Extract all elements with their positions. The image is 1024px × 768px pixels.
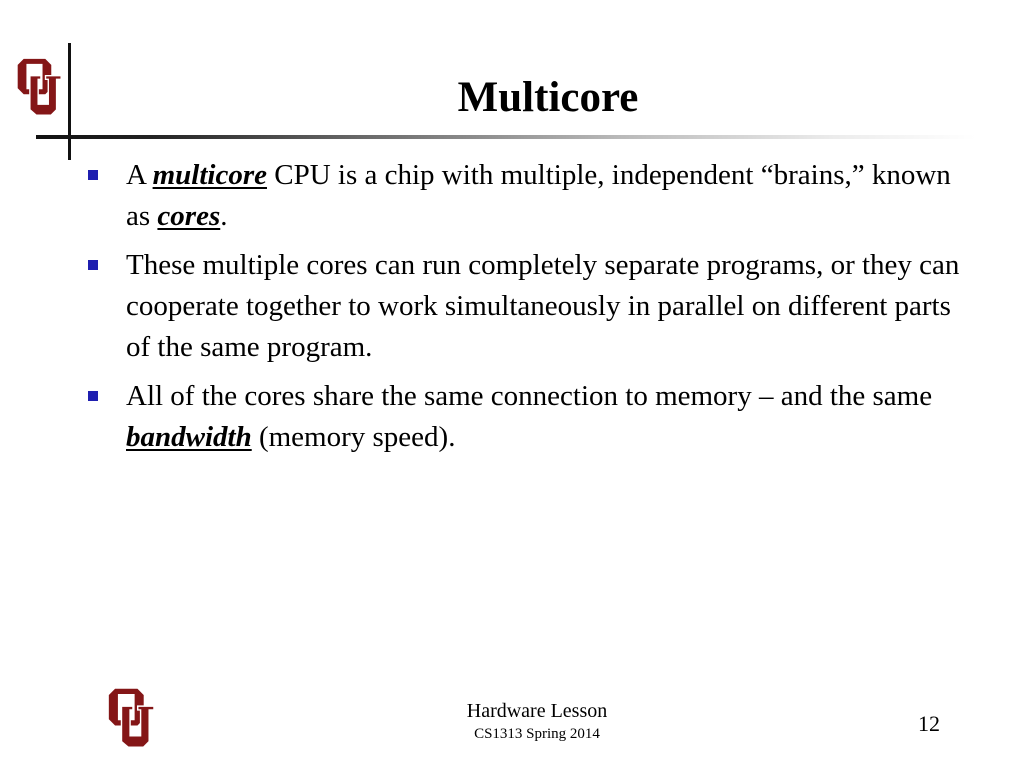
bullet-list (85, 155, 965, 466)
bullet-text: . (220, 200, 228, 232)
page-number: 12 (918, 711, 940, 736)
bullet-text: A (126, 159, 153, 191)
bullet-text: These multiple cores can run completely separate programs, or they can cooperate together to work simultaneously in parallel on different parts of the same program. (126, 249, 960, 363)
bullet-text: CPU is a chip with multiple, independent “brains,” known as (126, 159, 951, 232)
footer (420, 699, 654, 745)
frame-horizontal-line (36, 135, 976, 139)
square-bullet-icon (88, 260, 98, 270)
frame-vertical-line (68, 43, 71, 160)
square-bullet-icon (88, 391, 98, 401)
footer-course: CS1313 Spring 2014 (474, 726, 600, 742)
ou-logo-icon (107, 688, 157, 752)
square-bullet-icon (88, 170, 98, 180)
bullet-text: All of the cores share the same connection to memory – and the same (126, 380, 933, 412)
footer-lesson-title: Hardware Lesson (466, 700, 608, 722)
term-multicore: multicore (152, 159, 267, 191)
bullet-item (85, 245, 965, 368)
ou-logo-icon (17, 58, 63, 120)
slide-title: Multicore (457, 74, 639, 121)
bullet-item (85, 155, 965, 237)
bullet-item (85, 376, 965, 458)
term-bandwidth: bandwidth (126, 421, 252, 453)
bullet-text: (memory speed). (251, 421, 456, 453)
term-cores: cores (157, 200, 221, 232)
